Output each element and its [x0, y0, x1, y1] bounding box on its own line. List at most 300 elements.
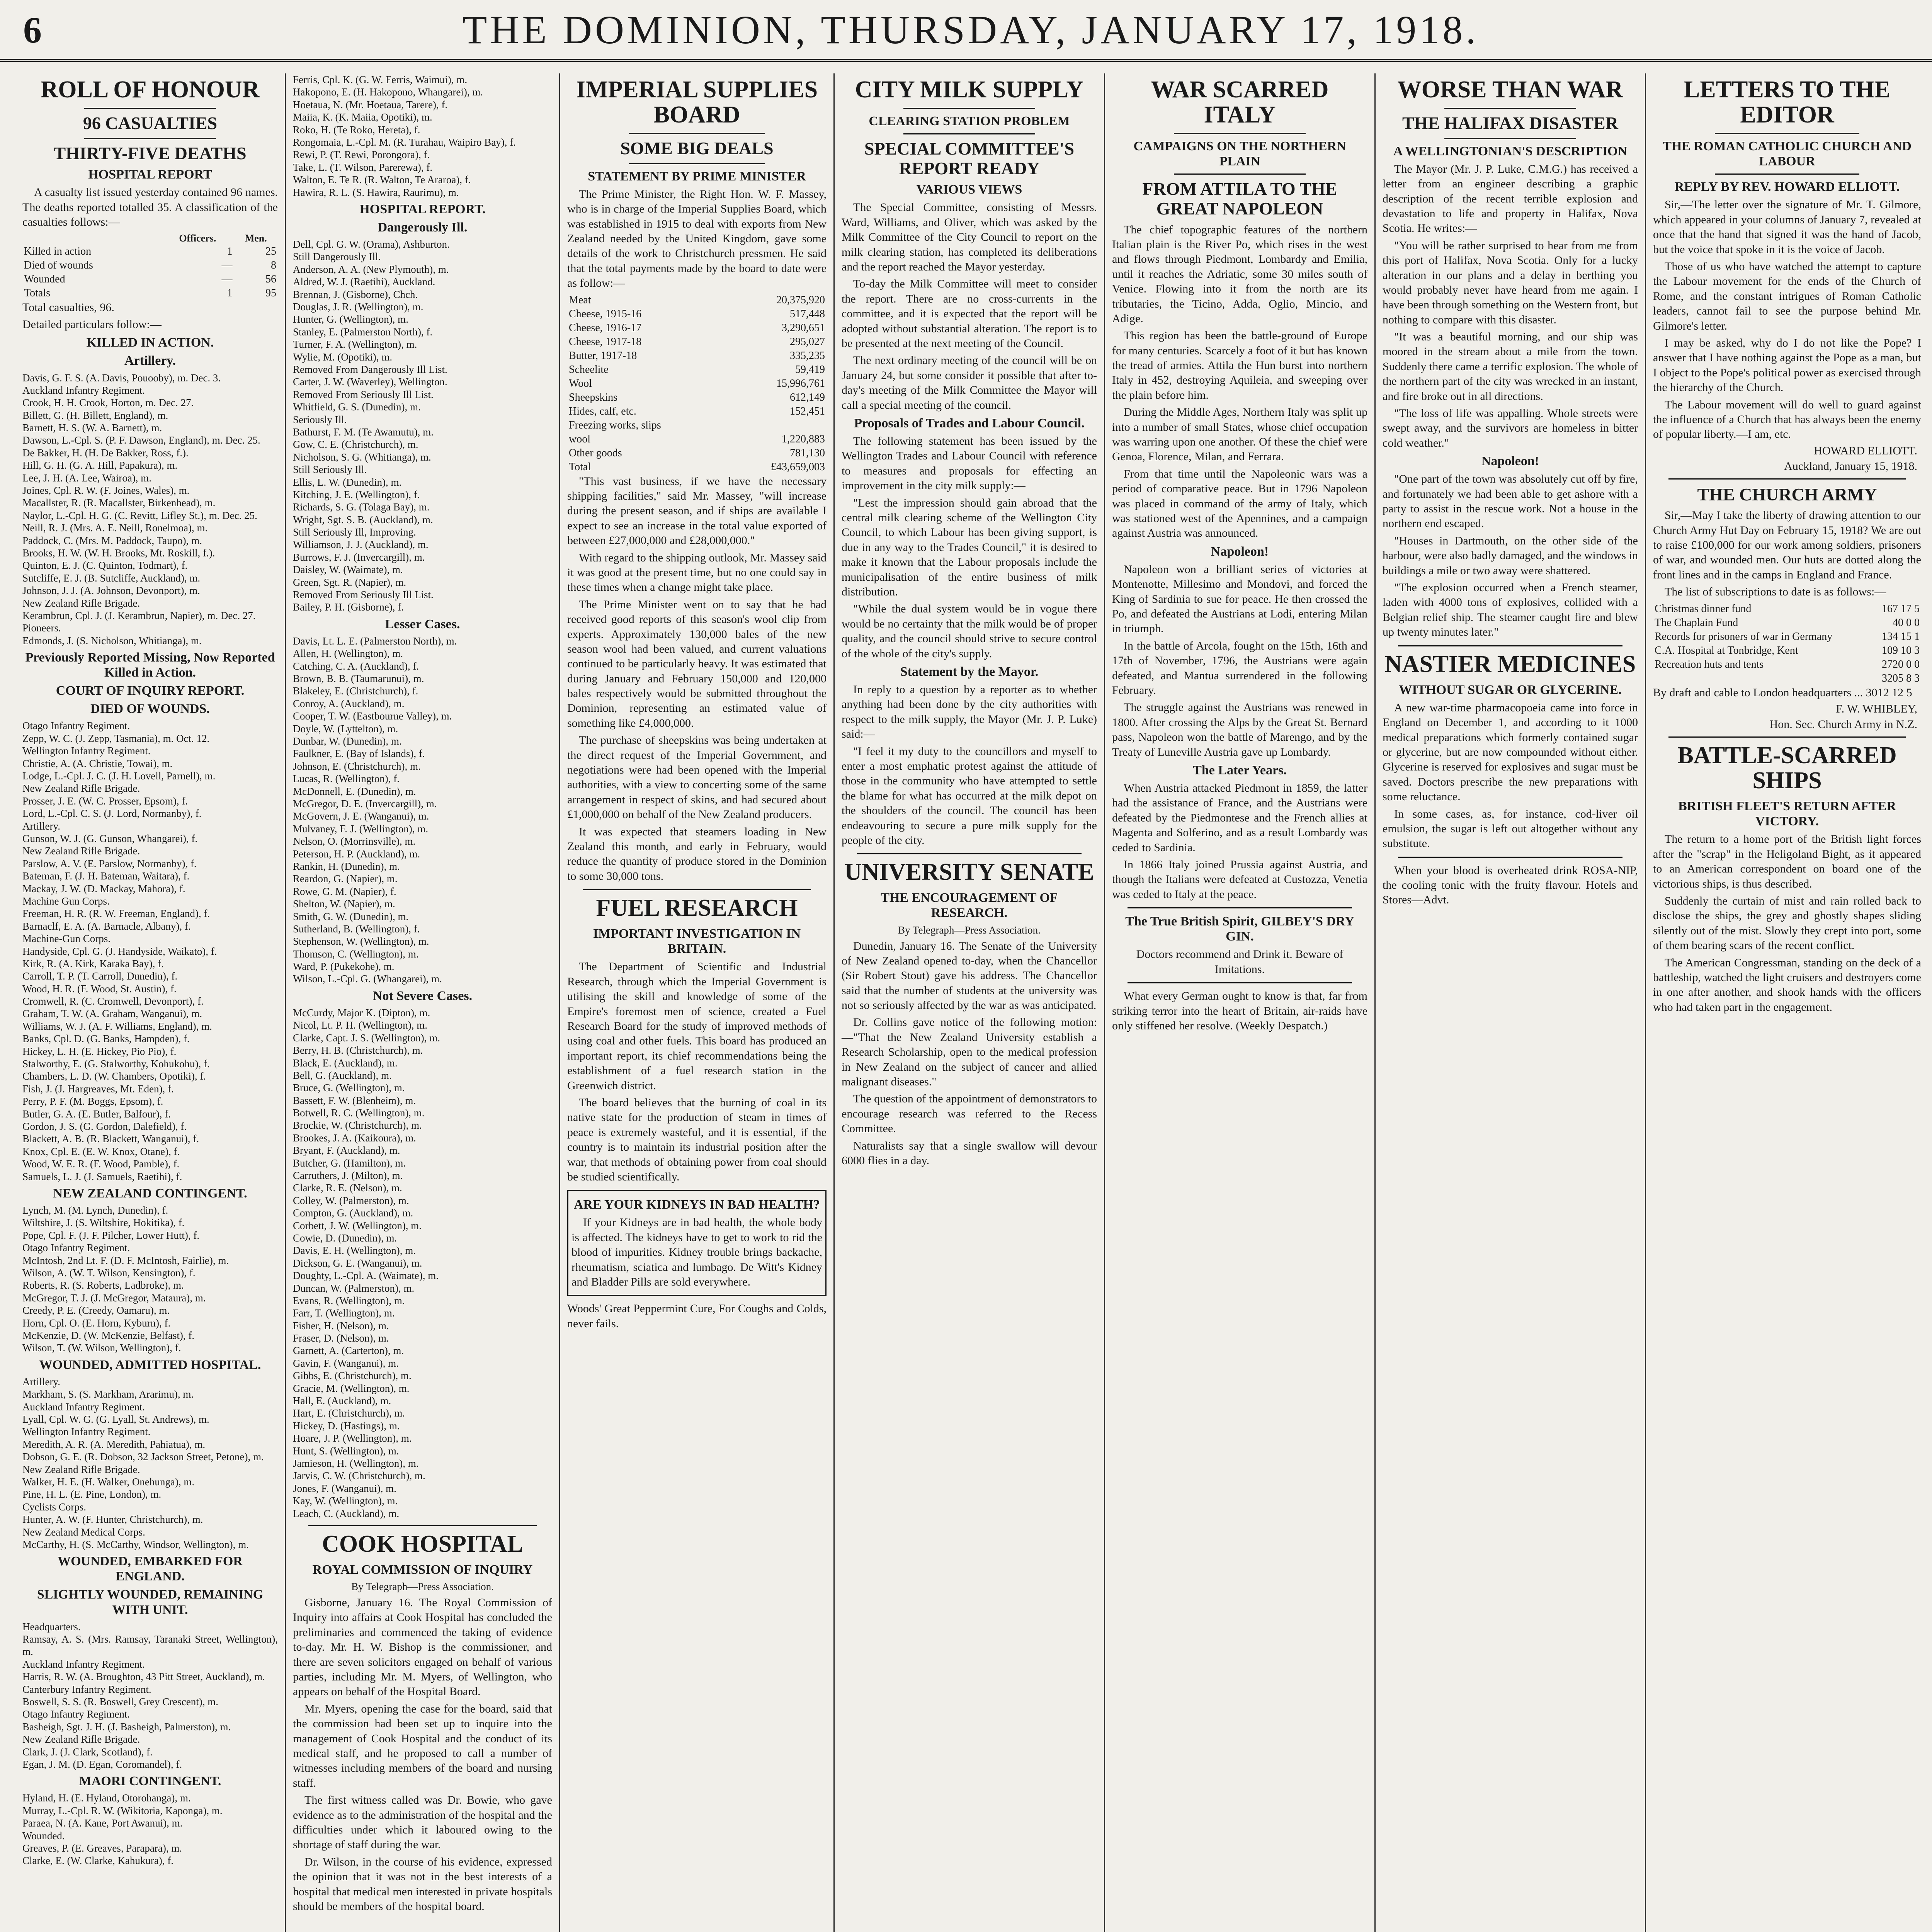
name-entry: Ward, P. (Pukekohe), m. — [293, 961, 395, 973]
name-entry: Gibbs, E. (Christchurch), m. — [293, 1370, 412, 1382]
table-header — [22, 232, 161, 245]
name-entry: Kirk, R. (A. Kirk, Karaka Bay), f. — [22, 957, 164, 969]
name-entry: Cowie, D. (Dunedin), m. — [293, 1232, 397, 1244]
paragraph: The struggle against the Austrians was renewed in 1800. After crossing the Alps by the Great St. Bernard pass, Napoleon won the battle of Marengo, and by the Treaty of Luneville Austria gave up Lombardy. — [1112, 701, 1367, 759]
name-entry: Horn, Cpl. O. (E. Horn, Kyburn), f. — [22, 1317, 171, 1329]
name-entry: Hall, E. (Auckland), m. — [293, 1395, 391, 1407]
divider — [84, 108, 216, 109]
name-entry: Paddock, C. (Mrs. M. Paddock, Taupo), m. — [22, 534, 202, 546]
name-list — [293, 73, 552, 199]
name-entry: Davis, G. F. S. (A. Davis, Pouooby), m. Dec. 3. — [22, 372, 221, 384]
embarked-heading: WOUNDED, EMBARKED FOR ENGLAND. — [58, 1554, 243, 1584]
name-entry: Machine Gun Corps. — [22, 895, 110, 907]
name-entry: Fish, J. (J. Hargreaves, Mt. Eden), f. — [22, 1083, 174, 1095]
name-entry: Walker, H. E. (H. Walker, Onehunga), m. — [22, 1476, 195, 1488]
name-entry: Rankin, H. (Dunedin), m. — [293, 860, 400, 872]
name-entry: Lord, L.-Cpl. C. S. (J. Lord, Normanby), f. — [22, 808, 202, 820]
name-entry: Blakeley, E. (Christchurch), f. — [293, 685, 418, 697]
table-cell: Freezing works, slips — [569, 419, 661, 431]
hospital-report-heading: HOSPITAL REPORT. — [359, 202, 486, 216]
name-entry: Hart, E. (Christchurch), m. — [293, 1407, 405, 1419]
name-entry: Canterbury Infantry Regiment. — [22, 1683, 151, 1695]
table-cell: Wool — [569, 377, 592, 389]
name-entry: Hunter, A. W. (F. Hunter, Christchurch), m. — [22, 1514, 203, 1526]
letters-title: LETTERS TO THE EDITOR — [1684, 77, 1891, 128]
university-sub: THE ENCOURAGEMENT OF RESEARCH. — [881, 891, 1058, 920]
name-entry: Roberts, R. (S. Roberts, Ladbroke), m. — [22, 1279, 184, 1291]
name-entry: Boswell, S. S. (R. Boswell, Grey Crescent), m. — [22, 1696, 218, 1708]
name-entry: Whitfield, G. S. (Dunedin), m. — [293, 401, 421, 413]
name-entry: Still Seriously Ill. — [293, 464, 367, 476]
name-entry: Anderson, A. A. (New Plymouth), m. — [293, 263, 449, 275]
imperial-sub2: STATEMENT BY PRIME MINISTER — [588, 169, 806, 184]
paragraph: Sir,—May I take the liberty of drawing attention to our Church Army Hut Day on February 15, 1918? We are out to raise £100,000 for our work among soldiers, prisoners of war, and wounded men. Our huts are dotted along the front lines and in the camps in England and France. — [1653, 509, 1921, 581]
name-entry: New Zealand Rifle Brigade. — [22, 782, 140, 794]
paragraph: The Prime Minister went on to say that he had received good reports of this season's wool clip from experts. Approximately 130,000 bales of the new season wool had been valued, and current valuations continued to be particularly heavy. It was estimated that during January and February 150,000 and 120,000 bales respectively would be submitted throughout the Dominion, representing an estimated value of something like £4,000,000. — [567, 598, 827, 730]
name-entry: Lyall, Cpl. W. G. (G. Lyall, St. Andrews), m. — [22, 1413, 209, 1425]
name-entry: Auckland Infantry Regiment. — [22, 1401, 145, 1413]
name-entry: Rongomaia, L.-Cpl. M. (R. Turahau, Waipiro Bay), f. — [293, 136, 516, 148]
name-entry: McKenzie, D. (W. McKenzie, Belfast), f. — [22, 1329, 195, 1341]
article-body — [842, 434, 1097, 661]
name-entry: Wiltshire, J. (S. Wiltshire, Hokitika), f. — [22, 1217, 185, 1229]
divider — [1174, 133, 1306, 134]
paragraph: I may be asked, why do I do not like the Pope? I answer that I have nothing against the Pope as a man, but I object to the Pope's political power as exercised through the hierarchy of the Church. — [1653, 336, 1921, 394]
name-entry: Kerambrun, Cpl. J. (J. Kerambrun, Napier), m. Dec. 27. — [22, 609, 256, 621]
article-body — [1112, 781, 1367, 902]
advert-text: If your Kidneys are in bad health, the whole body is affected. The kidneys have to get to work to rid the blood of impurities. Kidney trouble brings backache, rheumatism, sciatica and lumbago. De Witt's Kidney and Bladder Pills are sold everywhere. — [571, 1216, 822, 1288]
paragraph: The next ordinary meeting of the council will be on January 24, but some consider it possible that after to-day's meeting of the Milk Committee the Mayor will call a special meeting of the council. — [842, 354, 1097, 412]
name-entry: Egan, J. M. (D. Egan, Coromandel), f. — [22, 1758, 182, 1770]
name-entry: Still Seriously Ill, Improving. — [293, 526, 416, 538]
roll-sub-casualties: 96 CASUALTIES — [83, 113, 218, 133]
article-body — [842, 682, 1097, 848]
table-row — [22, 259, 278, 272]
name-entry: Hickey, D. (Hastings), m. — [293, 1420, 400, 1432]
name-entry: Fisher, H. (Nelson), m. — [293, 1320, 389, 1332]
table-header: Officers. — [179, 232, 216, 244]
article-body — [567, 187, 827, 291]
name-entry: Barnaclf, E. A. (A. Barnacle, Albany), f. — [22, 920, 191, 932]
paragraph: "The explosion occurred when a French steamer, laden with 4000 tons of explosives, collided with a Belgian relief ship. The steamer caught fire and blew up twenty minutes later." — [1383, 581, 1638, 639]
masthead — [0, 0, 1932, 62]
table-row — [567, 377, 827, 391]
letters-sub1: THE ROMAN CATHOLIC CHURCH AND LABOUR — [1663, 139, 1912, 169]
artillery-heading: Artillery. — [124, 354, 176, 368]
name-entry: Nicholson, S. G. (Whitianga), m. — [293, 451, 431, 463]
name-entry: Berry, H. B. (Christchurch), m. — [293, 1044, 423, 1056]
italy-sub1: CAMPAIGNS ON THE NORTHERN PLAIN — [1133, 139, 1346, 169]
name-entry: Farr, T. (Wellington), m. — [293, 1307, 395, 1319]
name-entry: Dell, Cpl. G. W. (Orama), Ashburton. — [293, 238, 450, 250]
name-entry: Pope, Cpl. F. (J. F. Pilcher, Lower Hutt), f. — [22, 1229, 200, 1241]
name-list — [22, 1621, 278, 1771]
name-list — [22, 719, 278, 1182]
table-cell: 8 — [271, 259, 276, 271]
article-body — [1383, 162, 1638, 451]
name-entry: Basheigh, Sgt. J. H. (J. Basheigh, Palmerston), m. — [22, 1721, 231, 1733]
name-entry: Crook, H. H. Crook, Horton, m. Dec. 27. — [22, 397, 194, 409]
name-entry: Gracie, M. (Wellington), m. — [293, 1382, 410, 1394]
name-entry: Macallster, R. (R. Macallster, Birkenhead), m. — [22, 497, 216, 509]
swallow-note: Naturalists say that a single swallow will devour 6000 flies in a day. — [842, 1139, 1097, 1167]
table-row — [567, 349, 827, 363]
paragraph: The board believes that the burning of coal in its native state for the production of steam in times of peace is extremely wasteful, and it is essential, if the country is to maintain its industrial position after the war, that methods of obtaining power from coal should be studied scientifically. — [567, 1096, 827, 1183]
name-entry: Ellis, L. W. (Dunedin), m. — [293, 476, 402, 488]
table-cell: 59,419 — [795, 363, 825, 376]
name-entry: Williamson, J. J. (Auckland), m. — [293, 539, 429, 551]
table-row — [22, 272, 278, 286]
table-cell: The Chaplain Fund — [1655, 616, 1738, 629]
name-entry: Quinton, E. J. (C. Quinton, Todmart), f. — [22, 560, 188, 571]
name-entry: Roko, H. (Te Roko, Hereta), f. — [293, 124, 420, 136]
name-entry: Cyclists Corps. — [22, 1501, 87, 1513]
name-entry: Chambers, L. D. (W. Chambers, Opotiki), f. — [22, 1070, 206, 1082]
table-row — [1653, 616, 1921, 630]
table-row — [567, 391, 827, 405]
table-cell: 612,149 — [790, 391, 825, 403]
name-entry: Faulkner, E. (Bay of Islands), f. — [293, 748, 425, 760]
divider — [1444, 138, 1576, 139]
paragraph: From that time until the Napoleonic wars was a period of comparative peace. But in 1796 Napoleon was placed in command of the army of Italy, which was stationed west of the Apennines, and a campaign against Austria was announced. — [1112, 467, 1367, 540]
table-cell: Cheese, 1915-16 — [569, 308, 642, 320]
paragraph: The list of subscriptions to date is as follows:— — [1665, 585, 1886, 599]
divider — [629, 133, 765, 134]
army-signature: F. W. WHIBLEY, — [1836, 702, 1917, 716]
name-entry: Brown, B. B. (Taumarunui), m. — [293, 673, 424, 685]
table-cell: 2720 0 0 — [1882, 658, 1920, 670]
name-entry: Gavin, F. (Wanganui), m. — [293, 1357, 399, 1369]
article-body — [1653, 832, 1921, 1015]
name-entry: McGregor, D. E. (Invercargill), m. — [293, 798, 437, 810]
page-number: 6 — [23, 9, 42, 51]
name-entry: Butler, G. A. (E. Butler, Balfour), f. — [22, 1108, 171, 1120]
paragraph: Those of us who have watched the attempt to capture the Labour movement for the ends of the Church of Rome, and the constant intrigues of Roman Catholic leaders, cannot fail to see the purpose behind Mr. Gilmore's letter. — [1653, 260, 1921, 332]
table-cell: Died of wounds — [24, 259, 93, 271]
paragraph: "You will be rather surprised to hear from me from this port of Halifax, Nova Scotia. Only for a lucky alteration in our plans and a delay in berthing you would probably never have heard from me again. I have been through something on the Western front, but nothing to compare with this disaster. — [1383, 239, 1638, 326]
name-entry: Prosser, J. E. (W. C. Prosser, Epsom), f. — [22, 795, 188, 807]
divider — [1128, 907, 1352, 908]
name-entry: Artillery. — [22, 1376, 60, 1388]
table-header: Men. — [245, 232, 267, 244]
letters-sub2: REPLY BY REV. HOWARD ELLIOTT. — [1674, 180, 1900, 194]
name-entry: Clarke, E. (W. Clarke, Kahukura), f. — [22, 1855, 174, 1867]
name-entry: New Zealand Rifle Brigade. — [22, 845, 140, 857]
name-entry: Colley, W. (Palmerston), m. — [293, 1194, 409, 1206]
table-cell: Cheese, 1917-18 — [569, 335, 642, 348]
name-entry: Bryant, F. (Auckland), m. — [293, 1145, 400, 1156]
milk-sub2: SPECIAL COMMITTEE'S REPORT READY — [864, 139, 1075, 178]
table-cell: wool — [569, 433, 590, 445]
nz-contingent-heading: NEW ZEALAND CONTINGENT. — [53, 1186, 247, 1201]
paragraph: The Department of Scientific and Industrial Research, through which the Imperial Government is utilising the skill and knowledge of some of the Empire's foremost men of science, created a Fuel Research Board for the study of improved methods of using coal and other fuels. This board has produced an important report, its chief recommendations being the establishment of a fuel research station in the Greenwich district. — [567, 960, 827, 1092]
name-entry: Billett, G. (H. Billett, England), m. — [22, 409, 168, 421]
name-entry: Burrows, F. J. (Invercargill), m. — [293, 551, 425, 563]
name-entry: Botwell, R. C. (Wellington), m. — [293, 1107, 425, 1119]
imperial-sub1: SOME BIG DEALS — [620, 138, 774, 158]
paragraph: The following statement has been issued by the Wellington Trades and Labour Council with reference to measures and proposals for effecting an improvement in the city milk supply:— — [842, 435, 1097, 492]
gin-advert-text: Doctors recommend and Drink it. Beware of Imitations. — [1136, 948, 1344, 976]
name-entry: Allen, H. (Wellington), m. — [293, 648, 403, 660]
paragraph: "Lest the impression should gain abroad that the central milk clearing scheme of the Wellington City Council, to which Labour has been giving support, is due in any way to the Trades Council," it is desired to make it known that the Labour proposals include the municipalisation of the entire business of milk distribution. — [842, 496, 1097, 598]
name-entry: Compton, G. (Auckland), m. — [293, 1207, 413, 1219]
table-cell: Recreation huts and tents — [1655, 658, 1764, 670]
name-entry: Greaves, P. (E. Greaves, Parapara), m. — [22, 1842, 182, 1854]
paragraph: Dr. Wilson, in the course of his evidence, expressed the opinion that it was not in the best interests of a hospital that medical men interested in private hospitals should be members of the hospital board. — [293, 1855, 552, 1913]
table-cell: Totals — [24, 287, 51, 299]
name-entry: Black, E. (Auckland), m. — [293, 1057, 398, 1069]
name-entry: Wilson, L.-Cpl. G. (Whangarei), m. — [293, 973, 442, 985]
name-entry: Perry, P. F. (M. Boggs, Epsom), f. — [22, 1095, 163, 1107]
table-cell: 335,235 — [790, 349, 825, 362]
paragraph: The first witness called was Dr. Bowie, who gave evidence as to the administration of the hospital and the difficulties under which it laboured owing to the shortage of staff during the war. — [293, 1794, 552, 1851]
table-cell: 3205 8 3 — [1882, 672, 1920, 684]
table-cell: 1 — [227, 287, 233, 299]
table-row — [567, 405, 827, 418]
name-entry: Samuels, L. J. (J. Samuels, Raetihi), f. — [22, 1170, 182, 1182]
table-cell — [729, 418, 827, 432]
name-entry: Hunt, S. (Wellington), m. — [293, 1445, 399, 1457]
church-army-title: THE CHURCH ARMY — [1697, 484, 1877, 504]
table-cell: 152,451 — [790, 405, 825, 417]
divider — [1398, 857, 1622, 858]
name-entry: Stalworthy, E. (G. Stalworthy, Kohukohu), f. — [22, 1058, 210, 1070]
table-cell: 3,290,651 — [782, 321, 825, 334]
paragraph: A new war-time pharmacopoeia came into force in England on December 1, and according to it 1000 medical preparations which formerly contained sugar or glycerine, but are now compounded without either. Glycerine is reserved for explosives and sugar must be saved. Doctors prescribe the new preparations with some reluctance. — [1383, 701, 1638, 803]
divider — [1444, 108, 1576, 109]
name-entry: Davis, Lt. L. E. (Palmerston North), m. — [293, 635, 457, 647]
name-entry: Bell, G. (Auckland), m. — [293, 1069, 392, 1081]
table-cell: 15,996,761 — [776, 377, 825, 389]
name-entry: Jones, F. (Wanganui), m. — [293, 1482, 396, 1494]
halifax-heading: Napoleon! — [1481, 454, 1539, 469]
name-entry: Nelson, O. (Morrinsville), m. — [293, 835, 416, 847]
divider — [84, 138, 216, 139]
paragraph: Napoleon won a brilliant series of victories at Montenotte, Millesimo and Mondovi, and forced the King of Sardinia to sue for peace. He then crossed the Po, and defeated the Austrians at Lodi, entering Milan in triumph. — [1112, 563, 1367, 635]
table-cell: 295,027 — [790, 335, 825, 348]
table-cell: 1,220,883 — [782, 433, 825, 445]
name-entry: Pioneers. — [22, 622, 61, 634]
name-entry: Hoetaua, N. (Mr. Hoetaua, Tarere), f. — [293, 99, 448, 111]
name-entry: Rowe, G. M. (Napier), f. — [293, 885, 396, 897]
battle-ships-sub: BRITISH FLEET'S RETURN AFTER VICTORY. — [1678, 799, 1896, 829]
name-entry: Dunbar, W. (Dunedin), m. — [293, 735, 402, 747]
trades-heading: Proposals of Trades and Labour Council. — [854, 416, 1085, 430]
roll-title: ROLL OF HONOUR — [41, 77, 260, 103]
name-list — [293, 238, 552, 614]
cook-byline: By Telegraph—Press Association. — [351, 1581, 494, 1593]
divider — [1715, 133, 1859, 134]
paragraph: "One part of the town was absolutely cut off by fire, and fortunately we had been able to get ashore with a party to assist in the rescue work. Not a house in the northern end escaped. — [1383, 473, 1638, 530]
paragraph: Gisborne, January 16. The Royal Commission of Inquiry into affairs at Cook Hospital has concluded the preliminaries and commenced the taking of evidence to-day. Mr. H. W. Bishop is the commissioner, and there are seven solicitors engaged on behalf of various parties, including Mr. M. Myers, of Wellington, who appears on behalf of the Hospital Board. — [293, 1596, 552, 1698]
name-entry: Handyside, Cpl. G. (J. Handyside, Waikato), f. — [22, 945, 217, 957]
name-entry: Doyle, W. (Lyttelton), m. — [293, 723, 398, 735]
column-war-scarred-italy — [1105, 73, 1376, 1932]
table-row — [567, 446, 827, 460]
paragraph: The American Congressman, standing on the deck of a battleship, watched the light cruisers and destroyers come in one after another, and shook hands with the officers who had taken part in the engagement. — [1653, 956, 1921, 1014]
article-body — [1383, 472, 1638, 639]
name-entry: Conroy, A. (Auckland), m. — [293, 697, 405, 709]
column-city-milk — [835, 73, 1105, 1932]
name-entry: Christie, A. (A. Christie, Towai), m. — [22, 757, 173, 769]
name-list — [22, 1376, 278, 1551]
divider — [1668, 736, 1906, 738]
milk-sub1: CLEARING STATION PROBLEM — [869, 114, 1070, 129]
table-cell: — — [221, 273, 233, 285]
table-cell: 95 — [265, 287, 276, 299]
university-title: UNIVERSITY SENATE — [844, 859, 1094, 886]
roll-detail: Detailed particulars follow:— — [22, 318, 162, 331]
name-entry: Smith, G. W. (Dunedin), m. — [293, 910, 409, 922]
paragraph: The question of the appointment of demonstrators to encourage research was referred to the Recess Committee. — [842, 1092, 1097, 1135]
name-entry: Take, L. (T. Wilson, Parerewa), f. — [293, 161, 433, 173]
italy-title: WAR SCARRED ITALY — [1151, 77, 1329, 128]
table-cell: 40 0 0 — [1893, 616, 1920, 629]
name-entry: Cooper, T. W. (Eastbourne Valley), m. — [293, 710, 452, 722]
name-entry: Turner, F. A. (Wellington), m. — [293, 338, 417, 350]
roll-total: Total casualties, 96. — [22, 301, 114, 314]
article-body — [1112, 562, 1367, 760]
name-entry: Aldred, W. J. (Raetihi), Auckland. — [293, 276, 435, 288]
name-entry: Wellington Infantry Regiment. — [22, 1426, 151, 1438]
table-cell: Records for prisoners of war in Germany — [1655, 630, 1833, 643]
casualty-table — [22, 232, 278, 300]
name-entry: Duncan, W. (Palmerston), m. — [293, 1282, 415, 1294]
table-cell: 1 — [227, 245, 233, 257]
paragraph: Sir,—The letter over the signature of Mr. T. Gilmore, which appeared in your columns of January 7, revealed at once that the hand that signed it was the hand of Jacob, but the voice that spoke in it is the voice of Jacob. — [1653, 198, 1921, 256]
paragraph: The Mayor (Mr. J. P. Luke, C.M.G.) has received a letter from an engineer describing a graphic description of the recent terrible explosion and devastation to life and property in Halifax, Nova Scotia. He writes:— — [1383, 162, 1638, 235]
name-entry: Sutherland, B. (Wellington), f. — [293, 923, 420, 935]
name-entry: Lodge, L.-Cpl. J. C. (J. H. Lovell, Parnell), m. — [22, 770, 216, 782]
name-entry: Wilson, A. (W. T. Wilson, Kensington), f. — [22, 1267, 196, 1279]
university-byline: By Telegraph—Press Association. — [898, 924, 1041, 936]
newspaper-title: THE DOMINION, THURSDAY, JANUARY 17, 1918. — [462, 8, 1479, 52]
paragraph: "While the dual system would be in vogue there would be no certainty that the milk would be of proper quality, and the council should strive to secure control of the whole of the city's supply. — [842, 602, 1097, 660]
article-body — [1653, 508, 1921, 599]
name-entry: Banks, Cpl. D. (G. Banks, Hampden), f. — [22, 1033, 190, 1045]
table-cell: Total — [569, 461, 591, 473]
column-letters — [1646, 73, 1928, 1932]
name-entry: Wellington Infantry Regiment. — [22, 745, 151, 757]
advert-title: ARE YOUR KIDNEYS IN BAD HEALTH? — [574, 1197, 820, 1212]
name-entry: Creedy, P. E. (Creedy, Oamaru), m. — [22, 1304, 170, 1316]
letter-signature: HOWARD ELLIOTT. — [1814, 444, 1917, 457]
divider — [903, 133, 1035, 134]
table-row — [567, 321, 827, 335]
mayor-heading: Statement by the Mayor. — [900, 664, 1039, 679]
army-note: By draft and cable to London headquarters ... 3012 12 5 — [1653, 686, 1912, 699]
not-severe-heading: Not Severe Cases. — [372, 988, 473, 1003]
name-entry: Maiia, K. (K. Maiia, Opotiki), m. — [293, 111, 432, 123]
table-row — [567, 418, 827, 432]
table-cell: Christmas dinner fund — [1655, 602, 1752, 615]
name-entry: Green, Sgt. R. (Napier), m. — [293, 576, 406, 588]
dangerously-ill-heading: Dangerously Ill. — [378, 220, 468, 235]
name-entry: Edmonds, J. (S. Nicholson, Whitianga), m. — [22, 634, 202, 646]
name-entry: Bruce, G. (Wellington), m. — [293, 1082, 405, 1094]
article-body — [842, 939, 1097, 1136]
article-body — [1383, 701, 1638, 851]
napoleon-heading: Napoleon! — [1211, 544, 1269, 559]
paragraph: "Houses in Dartmouth, on the other side of the harbour, were also badly damaged, and the windows in buildings a mile or two away were shattered. — [1383, 534, 1638, 577]
table-row — [567, 460, 827, 474]
divider — [308, 1525, 537, 1526]
name-entry: Thomson, C. (Wellington), m. — [293, 948, 419, 960]
name-entry: Headquarters. — [22, 1621, 81, 1633]
lesser-cases-heading: Lesser Cases. — [385, 617, 460, 631]
paragraph: The Special Committee, consisting of Messrs. Ward, Williams, and Oliver, which was asked by the Milk Committee of the City Council to report on the milk clearing station, has completed its deliberations and the report reached the Mayor yesterday. — [842, 201, 1097, 274]
divider — [1398, 645, 1622, 646]
name-list — [293, 635, 552, 985]
name-entry: Stephenson, W. (Wellington), m. — [293, 935, 429, 947]
table-cell: Other goods — [569, 447, 622, 459]
name-entry: Removed From Seriously Ill List. — [293, 388, 434, 400]
name-entry: Sutcliffe, E. J. (B. Sutcliffe, Auckland), m. — [22, 572, 201, 584]
name-entry: Brookes, J. A. (Kaikoura), m. — [293, 1132, 416, 1144]
name-entry: Garnett, A. (Carterton), m. — [293, 1345, 404, 1357]
name-entry: Carroll, T. P. (T. Carroll, Dunedin), f. — [22, 970, 178, 982]
divider — [903, 108, 1035, 109]
name-entry: Clarke, R. E. (Nelson), m. — [293, 1182, 402, 1194]
name-entry: Cromwell, R. (C. Cromwell, Devonport), f. — [22, 995, 204, 1007]
table-cell: — — [221, 259, 233, 271]
name-entry: Freeman, H. R. (R. W. Freeman, England), f. — [22, 908, 210, 920]
table-cell: 56 — [265, 273, 276, 285]
paragraph: In 1866 Italy joined Prussia against Austria, and though the Italians were defeated at Custozza, Venetia was ceded to Italy at the peace. — [1112, 858, 1367, 901]
table-cell: 25 — [265, 245, 276, 257]
name-entry: Johnson, E. (Christchurch), m. — [293, 760, 421, 772]
name-entry: Hickey, L. H. (E. Hickey, Pio Pio), f. — [22, 1045, 177, 1057]
table-row — [1653, 602, 1921, 616]
paragraph: This region has been the battle-ground of Europe for many centuries. Scarcely a foot of it but has known the tread of armies. Attila the Hun burst into northern Italy in 452, destroying Aquileia, and sweeping over the plain before him. — [1112, 329, 1367, 401]
cook-hospital-sub: ROYAL COMMISSION OF INQUIRY — [312, 1563, 533, 1577]
later-years-heading: The Later Years. — [1193, 763, 1287, 777]
name-entry: Mulvaney, F. J. (Wellington), m. — [293, 823, 429, 835]
name-entry: Otago Infantry Regiment. — [22, 1242, 130, 1254]
gin-advert-title: The True British Spirit, GILBEY'S DRY GIN. — [1125, 914, 1354, 944]
table-cell: Hides, calf, etc. — [569, 405, 636, 417]
name-entry: Graham, T. W. (A. Graham, Wanganui), m. — [22, 1008, 202, 1020]
paragraph: When Austria attacked Piedmont in 1859, the latter had the assistance of France, and the Austrians were defeated by the Piedmontese and the French allies at Magenta and Solferino, and as a result Lombardy was ceded to Sardinia. — [1112, 782, 1367, 854]
name-entry: Markham, S. (S. Markham, Ararimu), m. — [22, 1388, 194, 1400]
column-imperial-supplies — [560, 73, 835, 1932]
article-body — [1653, 197, 1921, 442]
name-entry: Gordon, J. S. (G. Gordon, Dalefield), f. — [22, 1120, 187, 1132]
divider — [857, 853, 1082, 854]
name-entry: McGregor, T. J. (J. McGregor, Mataura), m. — [22, 1292, 206, 1304]
article-body — [1112, 223, 1367, 541]
court-heading: COURT OF INQUIRY REPORT. — [56, 684, 245, 698]
paragraph: During the Middle Ages, Northern Italy was split up into a number of small States, whose chief occupation was warring upon one another. Of these the chief were Genoa, Florence, Milan, and Ferrara. — [1112, 406, 1367, 463]
table-row — [567, 432, 827, 446]
name-entry: Dawson, L.-Cpl. S. (P. F. Dawson, England), m. Dec. 25. — [22, 434, 260, 446]
table-cell: 517,448 — [790, 308, 825, 320]
paragraph: In the battle of Arcola, fought on the 15th, 16th and 17th of November, 1796, the Austrians were again defeated, and Mantua surrendered in the following February. — [1112, 639, 1367, 697]
table-cell: 781,130 — [790, 447, 825, 459]
maori-heading: MAORI CONTINGENT. — [79, 1774, 221, 1789]
paragraph: In reply to a question by a reporter as to whether anything had been done by the city authorities with respect to the milk supply, the Mayor (Mr. J. P. Luke) said:— — [842, 683, 1097, 741]
name-entry: Richards, S. G. (Tolaga Bay), m. — [293, 501, 430, 513]
name-entry: Knox, Cpl. E. (E. W. Knox, Otane), f. — [22, 1145, 180, 1157]
halifax-sub1: THE HALIFAX DISASTER — [1402, 113, 1618, 133]
name-entry: Murray, L.-Cpl. R. W. (Wikitoria, Kaponga), m. — [22, 1804, 223, 1816]
previously-heading: Previously Reported Missing, Now Reported Killed in Action. — [25, 650, 275, 680]
paragraph: "This vast business, if we have the necessary shipping facilities," said Mr. Massey, "will increase during the present season, and if ships are available I expect to see an increase in the total value exported of between £27,000,000 and £28,000,000." — [567, 474, 827, 547]
table-row — [1653, 658, 1921, 672]
name-entry: Brooks, H. W. (W. H. Brooks, Mt. Roskill, f.). — [22, 547, 215, 559]
paragraph: Dr. Collins gave notice of the following motion:—"That the New Zealand University establish a Research Scholarship, open to the medical profession in New Zealand on the subject of cancer and allied malignant diseases." — [842, 1016, 1097, 1088]
battle-ships-title: BATTLE-SCARRED SHIPS — [1677, 742, 1897, 794]
